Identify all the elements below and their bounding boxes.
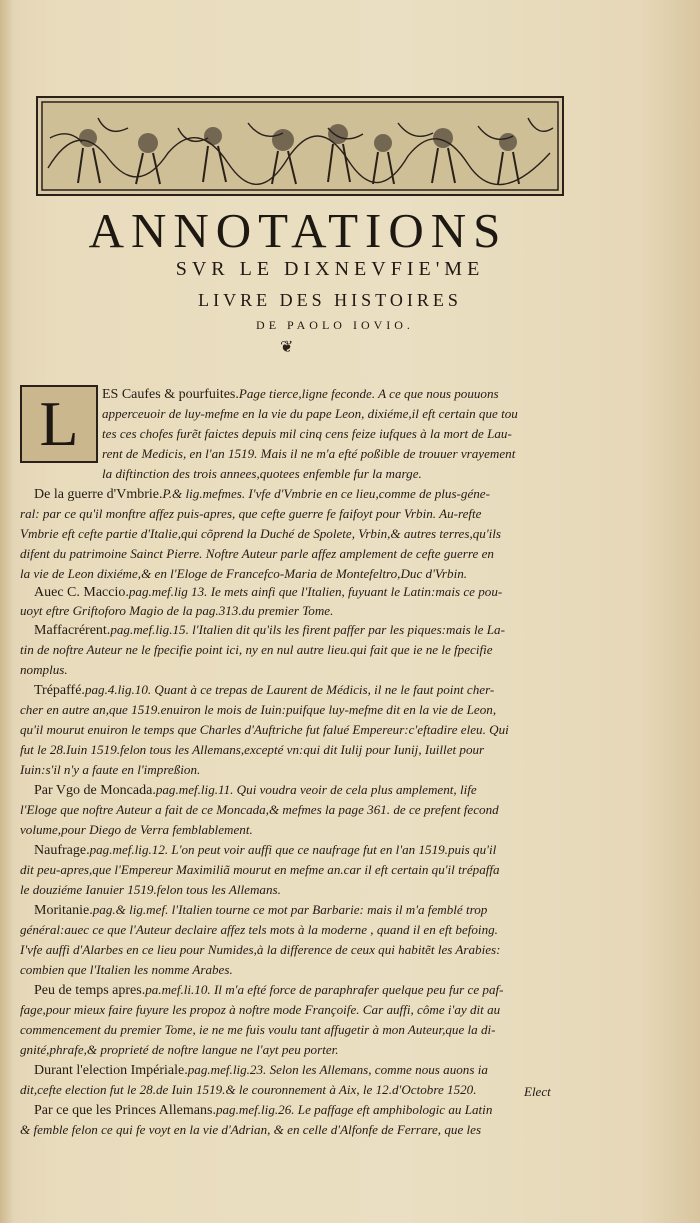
entry-keyword: ES Caufes & pourfuites. [102, 387, 239, 402]
subtitle-line-1: SVR LE DIXNEVFIE'ME [175, 258, 485, 280]
text-line [20, 760, 200, 780]
text-line [20, 1080, 476, 1100]
entry-text: gnité,phrafe,& proprieté de noftre langue ne l'ayt peu porter. [20, 1042, 339, 1057]
page-title: ANNOTATIONS [88, 203, 508, 258]
text-line [20, 544, 494, 564]
entry-text: Iuin:s'il n'y a faute en l'impreßion. [20, 762, 201, 777]
entry-text: pag.mef.lig.26. Le paffage eft amphibologic au Latin [215, 1102, 493, 1117]
text-line [20, 660, 68, 680]
entry-text: I'vfe auffi d'Alarbes en ce lieu pour Numides,à la difference de ceux qui habitẽt les Arabies: [20, 942, 501, 957]
entry-text: pa.mef.li.10. Il m'a efté force de paraphrafer quelque peu fur ce paf- [145, 982, 504, 997]
entry-text: pag.mef.lig 13. Ie mets ainfi que l'Italien, fuyuant le Latin:mais ce pou- [128, 584, 503, 599]
entry-text: général:auec ce que l'Auteur declaire affez tels mots à la moderne , quand il en eft befoing. [20, 922, 498, 937]
entry-keyword: Maffacrérent. [34, 623, 111, 638]
entry-text: l'Eloge que noftre Auteur a fait de ce Moncada,& mefmes la page 361. de ce prefent fecond [20, 802, 499, 817]
entry-text: pag.mef.lig.15. l'Italien dit qu'ils les firent paffer par les piques:mais le La- [110, 622, 505, 637]
entry-text: tin de noftre Auteur ne le fpecifie point ici, ny en nul autre lieu.qui fait que ie ne le fpecifie [20, 642, 493, 657]
text-line [20, 1020, 496, 1040]
text-line [20, 1000, 500, 1020]
entry-text: combien que l'Italien les nomme Arabes. [20, 962, 233, 977]
text-line [20, 940, 501, 960]
entry-text: & femble felon ce qui fe voyt en la vie d'Adrian, & en celle d'Alfonfe de Ferrare, que les [20, 1122, 482, 1137]
text-line [34, 484, 490, 505]
entry-keyword: Moritanie. [34, 903, 93, 918]
entry-text: difent du patrimoine Sainct Pierre. Noftre Auteur parle affez amplement de cefte guerre en [20, 546, 494, 561]
decorated-initial [20, 385, 98, 463]
text-line [34, 900, 487, 921]
text-line [20, 820, 253, 840]
entry-keyword: Durant l'election Impériale. [34, 1063, 188, 1078]
text-line [20, 504, 481, 524]
text-line [34, 582, 502, 603]
text-line [102, 384, 499, 405]
entry-text: pag.mef.lig.23. Selon les Allemans, comme nous auons ia [187, 1062, 488, 1077]
entry-text: rent de Medicis, en l'an 1519. Mais il ne m'a efté poßible de trouuer vrayement [102, 446, 516, 461]
entry-text: ral: par ce qu'il monftre affez puis-apres, que cefte guerre fe faifoyt pour Vrbin. Au-refte [20, 506, 482, 521]
entry-text: pag.4.lig.10. Quant à ce trepas de Laurent de Médicis, il ne le faut point cher- [84, 682, 495, 697]
entry-text: Page tierce,ligne feconde. A ce que nous pouuons [238, 386, 499, 401]
text-line [34, 980, 504, 1001]
woodcut-banner [36, 96, 564, 196]
initial-letter: L [39, 388, 79, 459]
text-line [34, 1060, 488, 1081]
text-line [102, 464, 422, 484]
text-line [20, 700, 496, 720]
text-line [34, 620, 505, 641]
entry-keyword: Par ce que les Princes Allemans. [34, 1103, 216, 1118]
text-line [20, 860, 500, 880]
text-line [20, 640, 493, 660]
text-line [20, 1040, 339, 1060]
text-line [102, 444, 515, 464]
entry-text: pag.mef.lig.11. Qui voudra veoir de cela plus amplement, life [155, 782, 477, 797]
entry-keyword: Naufrage. [34, 843, 90, 858]
catchword: Elect [524, 1084, 551, 1099]
text-line [20, 880, 281, 900]
entry-text: dit,cefte election fut le 28.de Iuin 1519.& le couronnement à Aix, le 12.d'Octobre 1520. [20, 1082, 477, 1097]
text-line [20, 1120, 481, 1140]
entry-text: commencement du premier Tome, ie ne me fuis voulu tant affugetir à mon Auteur,que la di- [20, 1022, 496, 1037]
entry-text: Vmbrie eft cefte partie d'Italie,qui cõprend la Duché de Spolete, Vrbin,& autres terres,qu'ils [20, 526, 501, 541]
text-line [34, 780, 477, 801]
entry-text: dit peu-apres,que l'Empereur Maximiliã mourut en mefme an.car il eft certain qu'il trépaffa [20, 862, 500, 877]
entry-text: volume,pour Diego de Verra femblablement. [20, 822, 253, 837]
entry-keyword: Auec C. Maccio. [34, 585, 129, 600]
putti-frieze-image [38, 98, 562, 194]
entry-text: apperceuoir de luy-mefme en la vie du pape Leon, dixiéme,il eft certain que tou [102, 406, 518, 421]
text-line [20, 720, 509, 740]
entry-keyword: De la guerre d'Vmbrie. [34, 487, 163, 502]
entry-text: P.& lig.mefmes. I'vfe d'Vmbrie en ce lieu,comme de plus-géne- [162, 486, 490, 501]
entry-text: pag.mef.lig.12. L'on peut voir auffi que ce naufrage fut en l'an 1519.puis qu'il [89, 842, 497, 857]
entry-text: cher en autre an,que 1519.enuiron le mois de Iuin:puifque luy-mefme dit en la vie de Leon, [20, 702, 497, 717]
fleuron-ornament: ❦ [280, 337, 294, 356]
text-line [20, 601, 333, 621]
entry-keyword: Peu de temps apres. [34, 983, 146, 998]
text-line [20, 960, 233, 980]
entry-text: nomplus. [20, 662, 68, 677]
entry-text: le douziéme Ianuier 1519.felon tous les Allemans. [20, 882, 281, 897]
entry-text: tes ces chofes furẽt faictes depuis mil cinq cens feize iufques à la mort de Lau- [102, 426, 512, 441]
text-line [20, 740, 484, 760]
text-line [20, 524, 501, 544]
text-line [34, 680, 494, 701]
entry-text: la diftinction des trois annees,quotees enfemble fur la marge. [102, 466, 422, 481]
text-line [34, 840, 496, 861]
entry-text: qu'il mourut enuiron le temps que Charles d'Auftriche fut falué Empereur:c'eftadire eleu. Qui [20, 722, 509, 737]
author-line: DE PAOLO IOVIO. [256, 318, 414, 332]
text-line [34, 1100, 492, 1121]
text-line [20, 564, 467, 584]
subtitle-line-2: LIVRE DES HISTOIRES [198, 290, 462, 310]
text-line [20, 800, 499, 820]
entry-text: fage,pour mieux faire fuyure les propoz à noftre mode Françoife. Car auffi, côme i'ay dit au [20, 1002, 501, 1017]
entry-text: fut le 28.Iuin 1519.felon tous les Allemans,excepté vn:qui dit Iulij pour Iunij, Iuillet pour [20, 742, 485, 757]
entry-text: pag.& lig.mef. l'Italien tourne ce mot par Barbarie: mais il m'a femblé trop [92, 902, 488, 917]
text-line [20, 920, 498, 940]
entry-keyword: Par Vgo de Moncada. [34, 783, 156, 798]
text-line [102, 404, 518, 424]
text-line [102, 424, 512, 444]
entry-text: uoyt eftre Griftoforo Magio de la pag.313.du premier Tome. [20, 603, 334, 618]
entry-text: la vie de Leon dixiéme,& en l'Eloge de Francefco-Maria de Montefeltro,Duc d'Vrbin. [20, 566, 468, 581]
entry-keyword: Trépaffé. [34, 683, 85, 698]
